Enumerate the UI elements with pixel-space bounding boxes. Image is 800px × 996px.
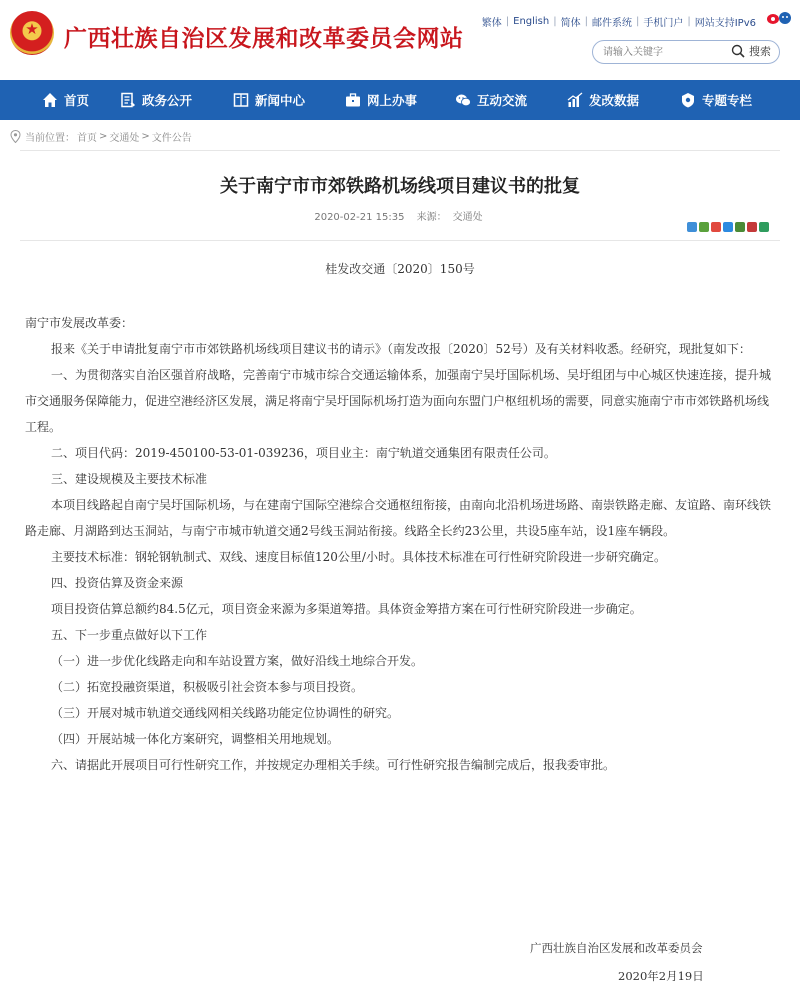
nav-item-label: 首页 xyxy=(64,93,90,108)
top-link-simplified[interactable]: 简体 xyxy=(560,18,581,29)
nav-item-label: 专题专栏 xyxy=(702,93,753,108)
book-icon xyxy=(233,92,249,108)
site-header xyxy=(0,0,800,80)
article-title: 关于南宁市市郊铁路机场线项目建议书的批复 xyxy=(220,176,580,197)
nav-item-label: 网上办事 xyxy=(367,93,418,108)
share-renren-icon[interactable] xyxy=(747,222,757,232)
breadcrumb xyxy=(10,129,194,144)
search-button-label: 搜索 xyxy=(749,45,771,58)
article-source: 交通处 xyxy=(452,212,483,223)
paragraph: 二、项目代码：2019-450100-53-01-039236，项目业主：南宁轨道交通集团有限责任公司。 xyxy=(51,446,556,460)
document-number: 桂发改交通〔2020〕150号 xyxy=(325,262,475,276)
location-pin-icon xyxy=(10,130,21,143)
paragraph: （三）开展对城市轨道交通线网相关线路功能定位协调性的研究。 xyxy=(51,706,400,720)
top-link-traditional[interactable]: 繁体 xyxy=(481,18,502,29)
paragraph: 五、下一步重点做好以下工作 xyxy=(51,628,208,642)
paragraph: （一）进一步优化线路走向和车站设置方案，做好沿线土地综合开发。 xyxy=(51,654,424,668)
article-source-label: 来源： xyxy=(416,212,447,223)
paragraph: 南宁市发展改革委： xyxy=(25,316,134,330)
site-title[interactable]: 广西壮族自治区发展和改革委员会网站 xyxy=(64,25,464,52)
breadcrumb-transport[interactable]: 交通处 xyxy=(109,133,140,144)
nav-item-online-services[interactable] xyxy=(345,80,455,120)
paragraph: 主要技术标准：钢轮钢轨制式、双线、速度目标值120公里/小时。具体技术标准在可行性研究阶段进一步研究确定。 xyxy=(51,550,666,564)
paragraph: 本项目线路起自南宁吴圩国际机场，与在建南宁国际空港综合交通枢纽衔接，由南向北沿机场进场路、南崇铁路走廊、友谊路、南环线铁路走廊、月湖路到达玉洞站，与南宁市城市轨道交通2号线玉洞站衔接。线路全长约23公里，共设5座车站，设1座车辆段。 xyxy=(25,498,772,538)
article-date: 2020-02-21 15:35 xyxy=(314,212,405,223)
breadcrumb-separator: > xyxy=(141,131,150,142)
nav-item-label: 政务公开 xyxy=(142,93,193,108)
top-link-mail[interactable]: 邮件系统 xyxy=(591,18,632,29)
divider xyxy=(20,240,780,241)
chat-icon xyxy=(455,92,471,108)
share-more-icon[interactable] xyxy=(759,222,769,232)
top-link-ipv6[interactable]: 网站支持IPv6 xyxy=(694,18,756,29)
paragraph: 报来《关于申请批复南宁市市郊铁路机场线项目建议书的请示》（南发改报〔2020〕52号）及有关材料收悉。经研究，现批复如下： xyxy=(51,342,751,356)
signature-date: 2020年2月19日 xyxy=(618,969,704,983)
article-meta xyxy=(0,208,800,223)
share-weibo-icon[interactable] xyxy=(711,222,721,232)
paragraph: （二）拓宽投融资渠道，积极吸引社会资本参与项目投资。 xyxy=(51,680,364,694)
briefcase-icon xyxy=(345,92,361,108)
breadcrumb-notices[interactable]: 文件公告 xyxy=(151,133,192,144)
search-icon xyxy=(731,44,745,58)
article-body xyxy=(25,310,780,778)
paragraph: （四）开展站城一体化方案研究，调整相关用地规划。 xyxy=(51,732,340,746)
nav-item-government-affairs[interactable] xyxy=(120,80,233,120)
main-nav xyxy=(0,80,800,120)
paragraph: 四、投资估算及资金来源 xyxy=(51,576,184,590)
top-links: 繁体 | English | 简体 | 邮件系统 | 手机门户 | 网站支持IPv6 xyxy=(478,14,760,29)
paragraph: 三、建设规模及主要技术标准 xyxy=(51,472,208,486)
search-button[interactable] xyxy=(731,43,771,59)
top-link-mobile[interactable]: 手机门户 xyxy=(643,18,684,29)
paragraph: 项目投资估算总额约84.5亿元，项目资金来源为多渠道筹措。具体资金筹措方案在可行性研究阶段进一步确定。 xyxy=(51,602,642,616)
share-qq-icon[interactable] xyxy=(723,222,733,232)
divider xyxy=(20,150,780,151)
nav-item-label: 新闻中心 xyxy=(255,93,306,108)
paragraph: 一、为贯彻落实自治区强首府战略，完善南宁市城市综合交通运输体系，加强南宁吴圩国际机场、吴圩组团与中心城区快速连接，提升城市交通服务保障能力，促进空港经济区发展，满足将南宁吴圩国际机场打造为面向东盟门户枢纽机场的需要，同意实施南宁市市郊铁路机场线工程。 xyxy=(25,368,772,434)
badge-icon xyxy=(680,92,696,108)
share-douban-icon[interactable] xyxy=(735,222,745,232)
search-input[interactable] xyxy=(603,44,723,60)
top-link-english[interactable]: English xyxy=(513,16,550,27)
document-icon xyxy=(120,92,136,108)
share-buttons xyxy=(685,222,769,232)
nav-item-news-center[interactable] xyxy=(233,80,345,120)
national-emblem-icon: ★ xyxy=(10,11,54,55)
nav-item-label: 发改数据 xyxy=(589,93,640,108)
search-box xyxy=(592,40,780,64)
home-icon xyxy=(42,92,58,108)
breadcrumb-prefix: 当前位置： xyxy=(25,133,75,144)
nav-item-data[interactable] xyxy=(567,80,680,120)
chart-icon xyxy=(567,92,583,108)
breadcrumb-home[interactable]: 首页 xyxy=(77,133,97,144)
share-wechat-icon[interactable] xyxy=(699,222,709,232)
weibo-wechat-icon[interactable] xyxy=(766,9,792,27)
breadcrumb-separator: > xyxy=(99,131,108,142)
nav-item-interaction[interactable] xyxy=(455,80,567,120)
nav-item-home[interactable] xyxy=(0,80,120,120)
nav-item-label: 互动交流 xyxy=(477,93,528,108)
paragraph: 六、请据此开展项目可行性研究工作，并按规定办理相关手续。可行性研究报告编制完成后，报我委审批。 xyxy=(51,758,616,772)
signature-organization: 广西壮族自治区发展和改革委员会 xyxy=(530,941,703,955)
share-qzone-icon[interactable] xyxy=(687,222,697,232)
nav-item-special-topics[interactable] xyxy=(680,80,790,120)
